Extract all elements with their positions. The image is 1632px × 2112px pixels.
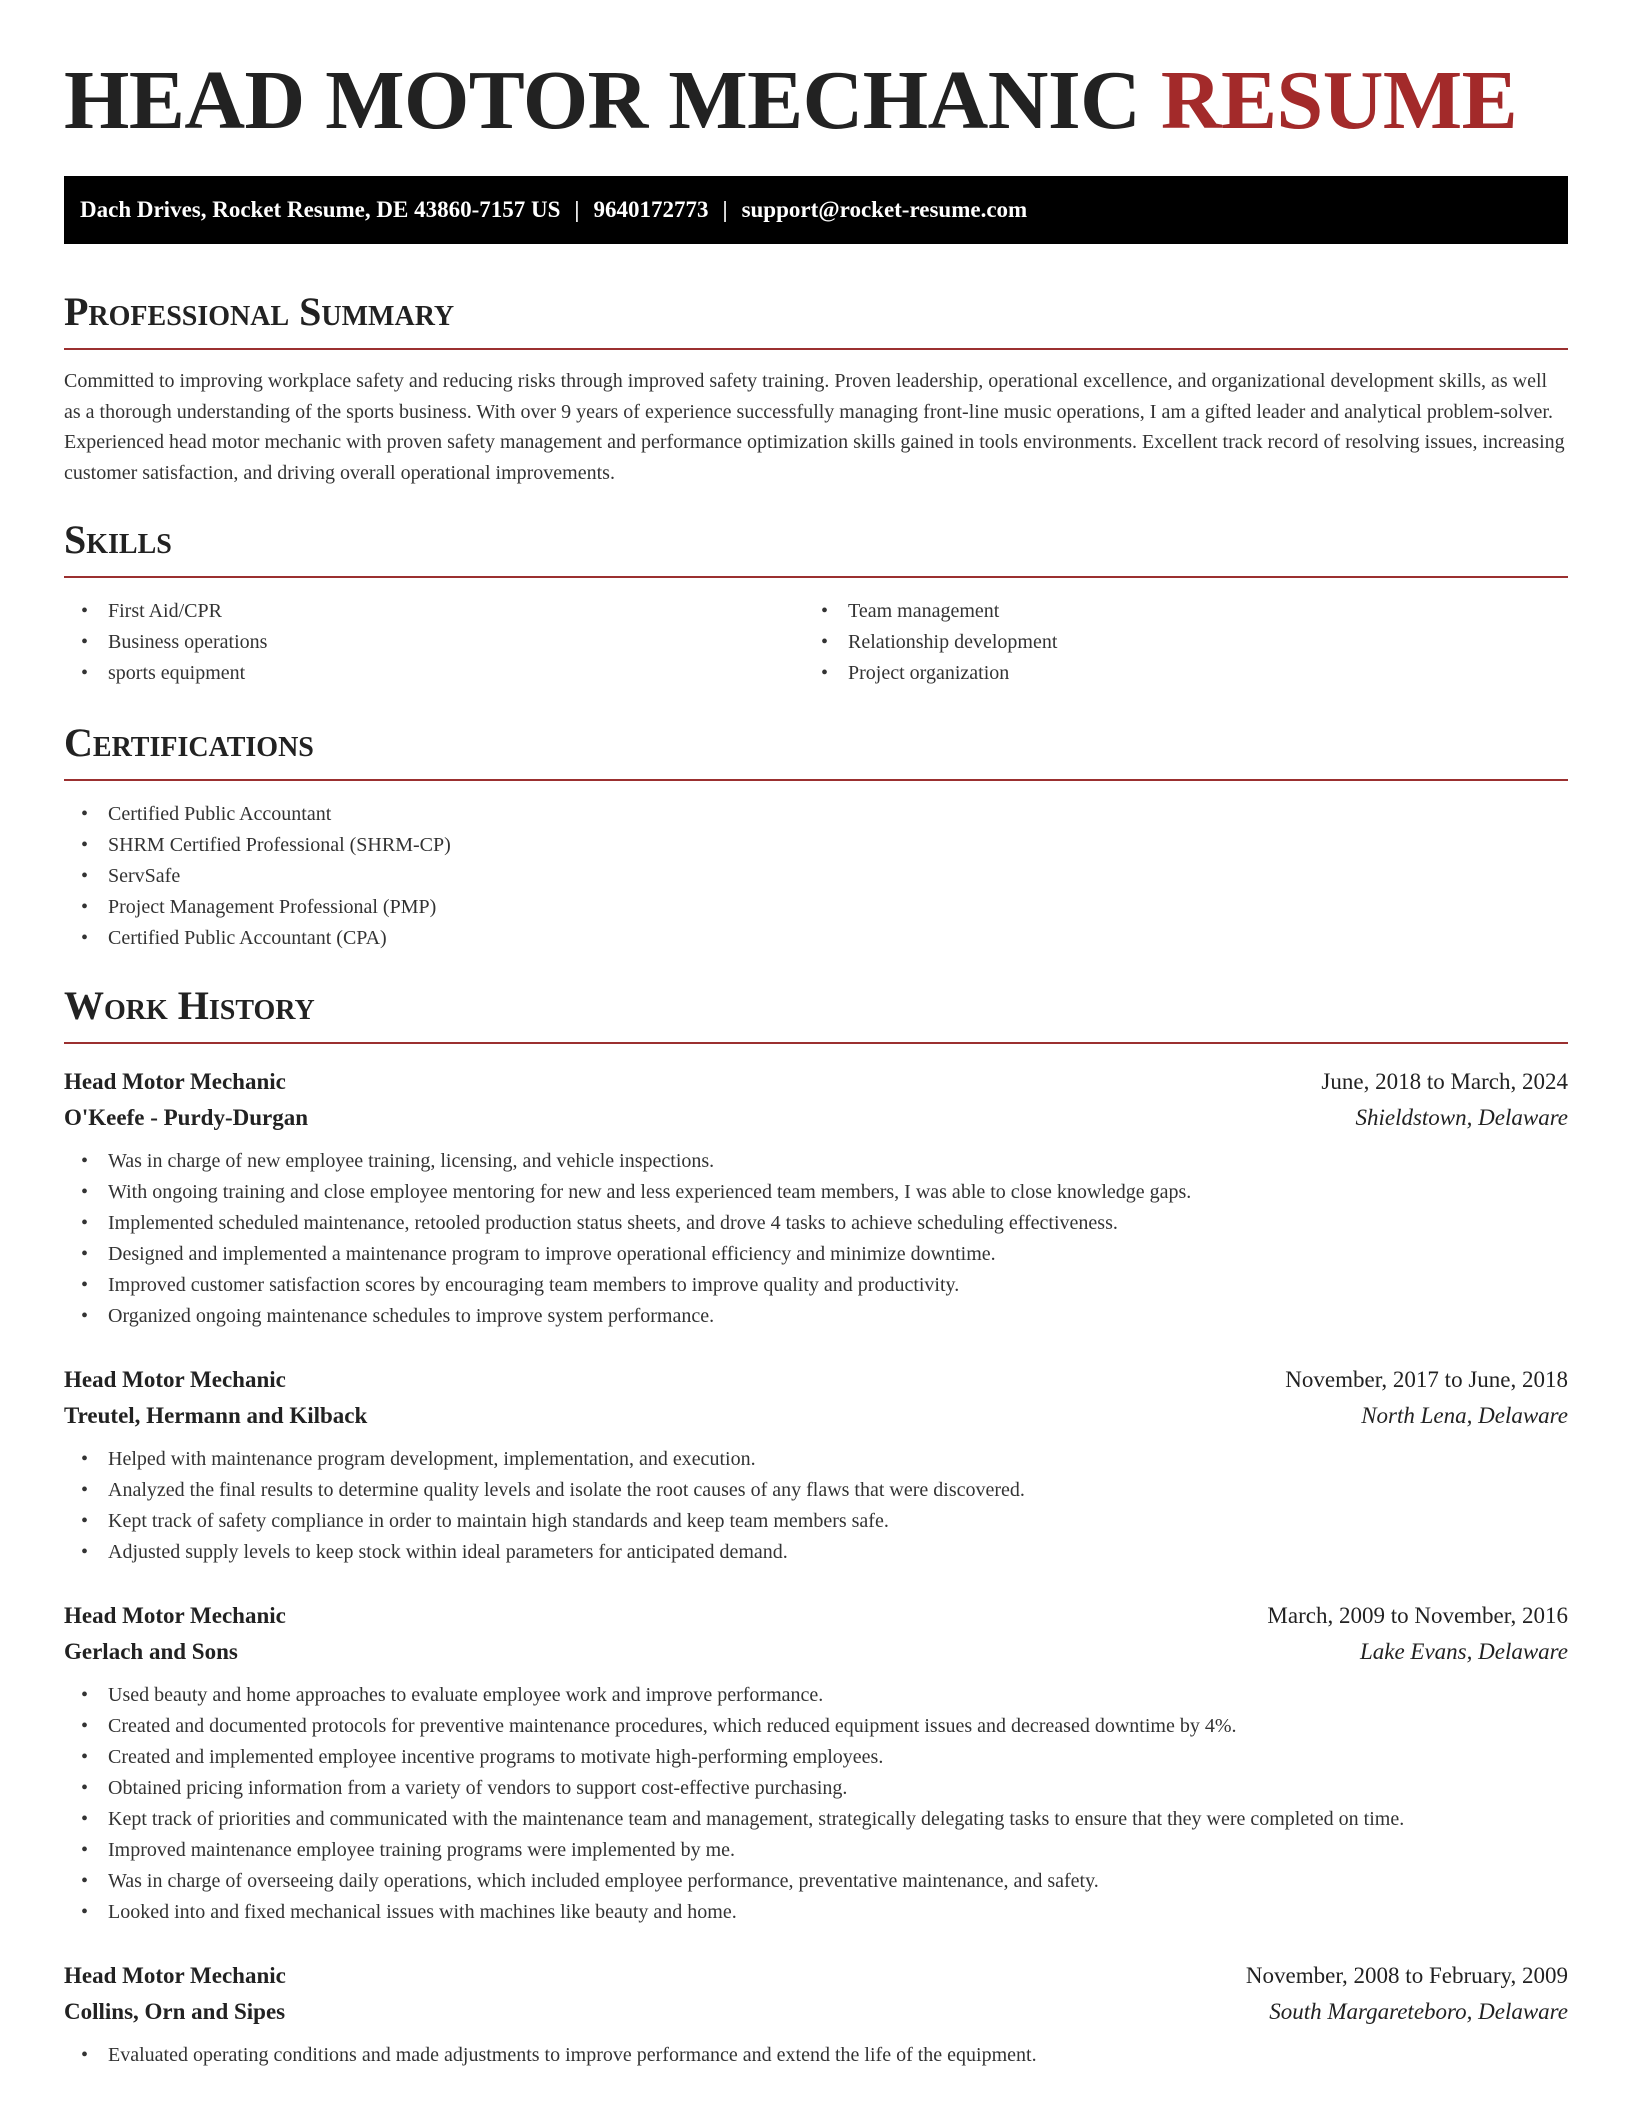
job-bullet: • Kept track of priorities and communicated with the maintenance team and management, strategically delegating tasks to ensure that they were completed on time. — [64, 1804, 1568, 1835]
certifications-section — [64, 719, 1568, 954]
job-bullet-list — [64, 1444, 1568, 1568]
job-dates: June, 2018 to March, 2024 — [1321, 1069, 1568, 1094]
job-location: South Margareteboro, Delaware — [1269, 1999, 1568, 2024]
job-entry — [64, 1598, 1568, 1928]
job-bullet: • Implemented scheduled maintenance, retooled production status sheets, and drove 4 tasks to achieve scheduling effectiveness. — [64, 1208, 1568, 1239]
job-bullet: • Was in charge of new employee training, licensing, and vehicle inspections. — [64, 1146, 1568, 1177]
certification-item: • Certified Public Accountant — [64, 799, 1568, 830]
job-bullet: • Created and documented protocols for preventive maintenance procedures, which reduced equipment issues and decreased downtime by 4%. — [64, 1711, 1568, 1742]
job-company-row — [64, 1398, 1568, 1434]
resume-page — [64, 0, 1568, 2071]
job-entry — [64, 1958, 1568, 2071]
certification-item: • SHRM Certified Professional (SHRM-CP) — [64, 830, 1568, 861]
section-heading-work-history: Work History — [64, 982, 1568, 1044]
job-dates: November, 2008 to February, 2009 — [1245, 1963, 1568, 1988]
job-bullet-list — [64, 2040, 1568, 2071]
job-bullet: • Designed and implemented a maintenance program to improve operational efficiency and minimize downtime. — [64, 1239, 1568, 1270]
skill-item: • Project organization — [804, 658, 1544, 689]
skills-column-left — [64, 596, 804, 689]
job-company: Gerlach and Sons — [64, 1639, 238, 1664]
section-heading-certifications: Certifications — [64, 719, 1568, 781]
job-header-row — [64, 1598, 1568, 1634]
certification-item: • Certified Public Accountant (CPA) — [64, 923, 1568, 954]
job-company-row — [64, 1994, 1568, 2030]
certification-item: • ServSafe — [64, 861, 1568, 892]
job-bullet-list — [64, 1680, 1568, 1928]
certification-item: • Project Management Professional (PMP) — [64, 892, 1568, 923]
job-company: Collins, Orn and Sipes — [64, 1999, 286, 2024]
job-title: Head Motor Mechanic — [64, 1603, 286, 1628]
skills-section — [64, 516, 1568, 689]
contact-phone: 9640172773 — [593, 197, 709, 222]
job-header-row — [64, 1064, 1568, 1100]
job-location: North Lena, Delaware — [1361, 1403, 1568, 1428]
section-heading-summary: Professional Summary — [64, 288, 1568, 350]
contact-separator: | — [574, 197, 580, 222]
skills-grid — [64, 596, 1568, 689]
skill-item: • First Aid/CPR — [64, 596, 804, 627]
job-header-row — [64, 1958, 1568, 1994]
job-bullet: • Kept track of safety compliance in order to maintain high standards and keep team members safe. — [64, 1506, 1568, 1537]
job-location: Lake Evans, Delaware — [1359, 1639, 1568, 1664]
contact-address: Dach Drives, Rocket Resume, DE 43860-7157 US — [80, 197, 561, 222]
job-bullet: • Looked into and fixed mechanical issues with machines like beauty and home. — [64, 1897, 1568, 1928]
job-entry — [64, 1362, 1568, 1568]
job-company-row — [64, 1634, 1568, 1670]
job-entry — [64, 1064, 1568, 1332]
job-bullet: • Created and implemented employee incentive programs to motivate high-performing employees. — [64, 1742, 1568, 1773]
job-title: Head Motor Mechanic — [64, 1963, 286, 1988]
skill-item: • sports equipment — [64, 658, 804, 689]
resume-title — [64, 54, 1568, 147]
skills-column-right — [804, 596, 1544, 689]
job-bullet: • With ongoing training and close employee mentoring for new and less experienced team members, I was able to close knowledge gaps. — [64, 1177, 1568, 1208]
job-bullet: • Was in charge of overseeing daily operations, which included employee performance, preventative maintenance, and safety. — [64, 1866, 1568, 1897]
job-bullet: • Improved maintenance employee training programs were implemented by me. — [64, 1835, 1568, 1866]
job-bullet: • Organized ongoing maintenance schedules to improve system performance. — [64, 1301, 1568, 1332]
job-bullet: • Improved customer satisfaction scores by encouraging team members to improve quality and productivity. — [64, 1270, 1568, 1301]
work-history-section — [64, 982, 1568, 2071]
contact-email: support@rocket-resume.com — [741, 197, 1028, 222]
job-header-row — [64, 1362, 1568, 1398]
job-bullet: • Helped with maintenance program development, implementation, and execution. — [64, 1444, 1568, 1475]
contact-bar — [64, 176, 1568, 244]
job-bullet: • Obtained pricing information from a variety of vendors to support cost-effective purchasing. — [64, 1773, 1568, 1804]
job-company-row — [64, 1100, 1568, 1136]
job-location: Shieldstown, Delaware — [1355, 1105, 1568, 1130]
section-heading-skills: Skills — [64, 516, 1568, 578]
title-main: HEAD MOTOR MECHANIC — [64, 54, 1141, 147]
job-company: Treutel, Hermann and Kilback — [64, 1403, 368, 1428]
job-bullet: • Used beauty and home approaches to evaluate employee work and improve performance. — [64, 1680, 1568, 1711]
job-bullet-list — [64, 1146, 1568, 1332]
job-bullet: • Adjusted supply levels to keep stock within ideal parameters for anticipated demand. — [64, 1537, 1568, 1568]
job-dates: March, 2009 to November, 2016 — [1267, 1603, 1568, 1628]
title-accent: RESUME — [1160, 54, 1518, 147]
skill-item: • Team management — [804, 596, 1544, 627]
job-title: Head Motor Mechanic — [64, 1367, 286, 1392]
skill-item: • Relationship development — [804, 627, 1544, 658]
job-company: O'Keefe - Purdy-Durgan — [64, 1105, 309, 1130]
summary-text: Committed to improving workplace safety and reducing risks through improved safety training. Proven leadership, operational excellence, and organizational development skills, as well as a thorough understanding of the sports business. With over 9 years of experience successfully managing front-line music operations, I am a gifted leader and analytical problem-solver. Experienced head motor mechanic with proven safety management and performance optimization skills gained in tools environments. Excellent track record of resolving issues, increasing customer satisfaction, and driving overall operational improvements. — [64, 370, 1565, 484]
skill-item: • Business operations — [64, 627, 804, 658]
summary-section — [64, 288, 1568, 488]
job-title: Head Motor Mechanic — [64, 1069, 286, 1094]
job-bullet: • Analyzed the final results to determine quality levels and isolate the root causes of any flaws that were discovered. — [64, 1475, 1568, 1506]
job-dates: November, 2017 to June, 2018 — [1285, 1367, 1568, 1392]
certifications-list — [64, 799, 1568, 954]
contact-separator: | — [722, 197, 728, 222]
job-bullet: • Evaluated operating conditions and made adjustments to improve performance and extend the life of the equipment. — [64, 2040, 1568, 2071]
